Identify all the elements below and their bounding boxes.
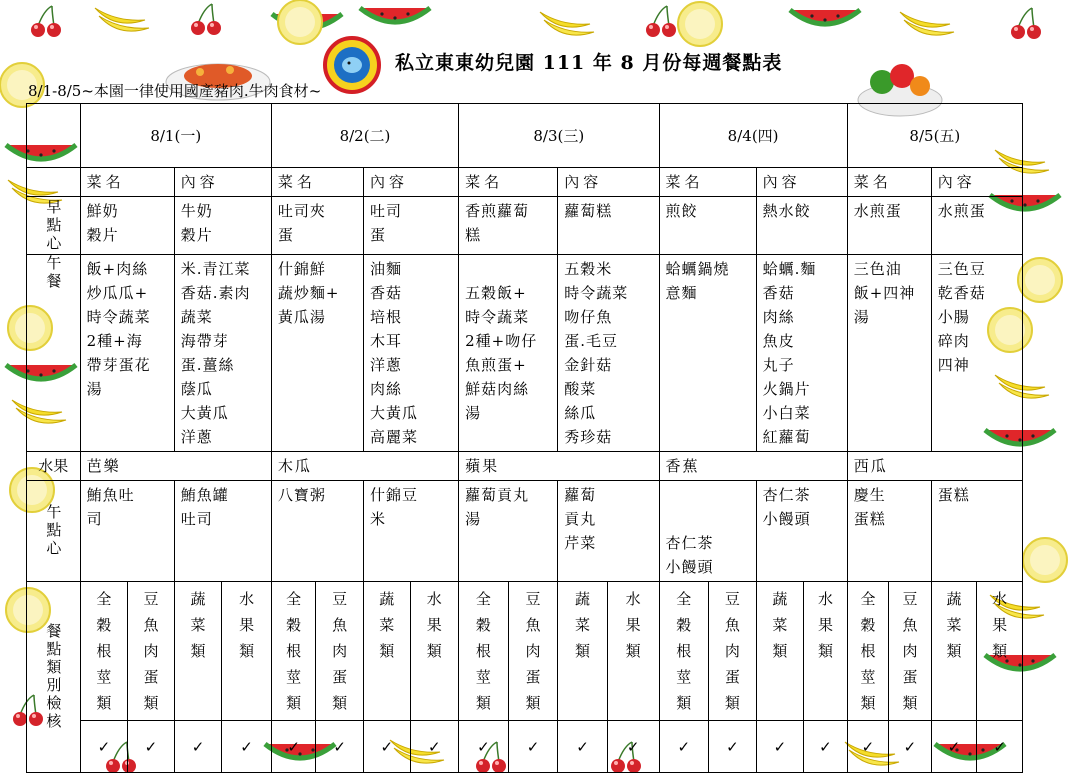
category-row	[27, 582, 1023, 721]
checkmark: ✓	[804, 721, 848, 773]
snack-row	[27, 481, 1023, 582]
breakfast-content: 牛奶 穀片	[174, 197, 271, 255]
content-subheader: 內容	[756, 168, 847, 197]
checkmark: ✓	[709, 721, 757, 773]
lunch-content: 五穀米 時令蔬菜 吻仔魚 蛋.毛豆 金針菇 酸菜 絲瓜 秀珍菇	[558, 255, 659, 452]
category-protein: 豆 魚 肉 蛋 類	[128, 582, 175, 721]
breakfast-dish: 水煎蛋	[847, 197, 931, 255]
lunch-dish: 飯+肉絲 炒瓜瓜+ 時令蔬菜 2種+海 帶芽蛋花 湯	[80, 255, 174, 452]
dish-subheader: 菜名	[271, 168, 363, 197]
lunch-dish: 什錦鮮 蔬炒麵+ 黃瓜湯	[271, 255, 363, 452]
checkmark: ✓	[607, 721, 659, 773]
checkmark: ✓	[80, 721, 128, 773]
snack-label-text: 午點心	[44, 504, 63, 558]
category-grains: 全 穀 根 莖 類	[271, 582, 316, 721]
breakfast-content: 熱水餃	[756, 197, 847, 255]
checkmark: ✓	[977, 721, 1023, 773]
check-label-text: 餐點類別檢核	[44, 623, 63, 731]
breakfast-dish: 煎餃	[659, 197, 756, 255]
fruit-cell: 香蕉	[659, 452, 847, 481]
category-fruit: 水 果 類	[977, 582, 1023, 721]
checkmark: ✓	[271, 721, 316, 773]
breakfast-dish: 鮮奶 穀片	[80, 197, 174, 255]
category-grains: 全 穀 根 莖 類	[459, 582, 509, 721]
day-header-row	[27, 104, 1023, 168]
checkmark: ✓	[174, 721, 222, 773]
category-fruit: 水 果 類	[222, 582, 272, 721]
snack-dish: 蘿蔔貢丸 湯	[459, 481, 558, 582]
checkmark: ✓	[889, 721, 932, 773]
subheader-row	[27, 168, 1023, 197]
snack-content: 杏仁茶 小饅頭	[756, 481, 847, 582]
breakfast-content: 蘿蔔糕	[558, 197, 659, 255]
fruit-cell: 蘋果	[459, 452, 659, 481]
school-logo	[322, 35, 382, 95]
category-vegetables: 蔬 菜 類	[931, 582, 977, 721]
day-header: 8/3(三)	[459, 104, 659, 168]
lunch-content: 蛤蠣.麵 香菇 肉絲 魚皮 丸子 火鍋片 小白菜 紅蘿蔔	[756, 255, 847, 452]
snack-dish: 八寶粥	[271, 481, 363, 582]
breakfast-row	[27, 197, 1023, 255]
checkmark: ✓	[459, 721, 509, 773]
fruit-cell: 西瓜	[847, 452, 1022, 481]
dish-subheader: 菜名	[659, 168, 756, 197]
snack-label	[27, 481, 81, 582]
fruit-row	[27, 452, 1023, 481]
category-fruit: 水 果 類	[410, 582, 459, 721]
lunch-content: 油麵 香菇 培根 木耳 洋蔥 肉絲 大黃瓜 高麗菜	[363, 255, 458, 452]
checkmark: ✓	[222, 721, 272, 773]
dish-subheader: 菜名	[80, 168, 174, 197]
fruit-label: 水果	[27, 452, 81, 481]
content-subheader: 內容	[931, 168, 1022, 197]
fruit-cell: 芭樂	[80, 452, 271, 481]
content-subheader: 內容	[174, 168, 271, 197]
checkmark: ✓	[756, 721, 804, 773]
category-protein: 豆 魚 肉 蛋 類	[508, 582, 558, 721]
day-header: 8/1(一)	[80, 104, 271, 168]
checkmark-row	[27, 721, 1023, 773]
breakfast-content: 水煎蛋	[931, 197, 1022, 255]
page-title: 私立東東幼兒園 111 年 8 月份每週餐點表	[395, 52, 783, 74]
breakfast-content: 吐司 蛋	[363, 197, 458, 255]
corner-cell	[27, 168, 81, 197]
day-header: 8/2(二)	[271, 104, 458, 168]
pork-beef-notice: 8/1-8/5~本園一律使用國產豬肉.牛肉食材~	[28, 82, 322, 100]
checkmark: ✓	[931, 721, 977, 773]
checkmark: ✓	[558, 721, 608, 773]
category-protein: 豆 魚 肉 蛋 類	[889, 582, 932, 721]
snack-dish: 慶生 蛋糕	[847, 481, 931, 582]
lunch-dish: 五穀飯+ 時令蔬菜 2種+吻仔 魚煎蛋+ 鮮菇肉絲 湯	[459, 255, 558, 452]
category-fruit: 水 果 類	[607, 582, 659, 721]
check-label	[27, 582, 81, 773]
content-subheader: 內容	[363, 168, 458, 197]
checkmark: ✓	[363, 721, 410, 773]
snack-dish: 杏仁茶 小饅頭	[659, 481, 756, 582]
fruit-cell: 木瓜	[271, 452, 458, 481]
day-header: 8/5(五)	[847, 104, 1022, 168]
category-vegetables: 蔬 菜 類	[363, 582, 410, 721]
category-grains: 全 穀 根 莖 類	[847, 582, 888, 721]
dish-subheader: 菜名	[459, 168, 558, 197]
checkmark: ✓	[508, 721, 558, 773]
dish-subheader: 菜名	[847, 168, 931, 197]
category-vegetables: 蔬 菜 類	[558, 582, 608, 721]
category-grains: 全 穀 根 莖 類	[80, 582, 128, 721]
checkmark: ✓	[410, 721, 459, 773]
snack-content: 鮪魚罐 吐司	[174, 481, 271, 582]
category-protein: 豆 魚 肉 蛋 類	[316, 582, 364, 721]
snack-content: 蛋糕	[931, 481, 1022, 582]
checkmark: ✓	[128, 721, 175, 773]
snack-dish: 鮪魚吐 司	[80, 481, 174, 582]
category-protein: 豆 魚 肉 蛋 類	[709, 582, 757, 721]
snack-content: 蘿蔔 貢丸 芹菜	[558, 481, 659, 582]
category-vegetables: 蔬 菜 類	[756, 582, 804, 721]
lunch-label	[27, 255, 81, 452]
lunch-dish: 三色油 飯+四神 湯	[847, 255, 931, 452]
lunch-content: 三色豆 乾香菇 小腸 碎肉 四神	[931, 255, 1022, 452]
category-vegetables: 蔬 菜 類	[174, 582, 222, 721]
category-fruit: 水 果 類	[804, 582, 848, 721]
category-grains: 全 穀 根 莖 類	[659, 582, 709, 721]
snack-content: 什錦豆 米	[363, 481, 458, 582]
breakfast-dish: 吐司夾 蛋	[271, 197, 363, 255]
checkmark: ✓	[659, 721, 709, 773]
breakfast-label	[27, 197, 81, 255]
lunch-label-text: 午餐	[44, 255, 63, 291]
corner-cell	[27, 104, 81, 168]
breakfast-label-text: 早點心	[44, 198, 63, 253]
lunch-dish: 蛤蠣鍋燒 意麵	[659, 255, 756, 452]
weekly-menu-table	[26, 103, 1023, 773]
lunch-content: 米.青江菜 香菇.素肉 蔬菜 海帶芽 蛋.薑絲 蔭瓜 大黃瓜 洋蔥	[174, 255, 271, 452]
day-header: 8/4(四)	[659, 104, 847, 168]
lunch-row	[27, 255, 1023, 452]
content-subheader: 內容	[558, 168, 659, 197]
breakfast-dish: 香煎蘿蔔 糕	[459, 197, 558, 255]
checkmark: ✓	[847, 721, 888, 773]
checkmark: ✓	[316, 721, 364, 773]
